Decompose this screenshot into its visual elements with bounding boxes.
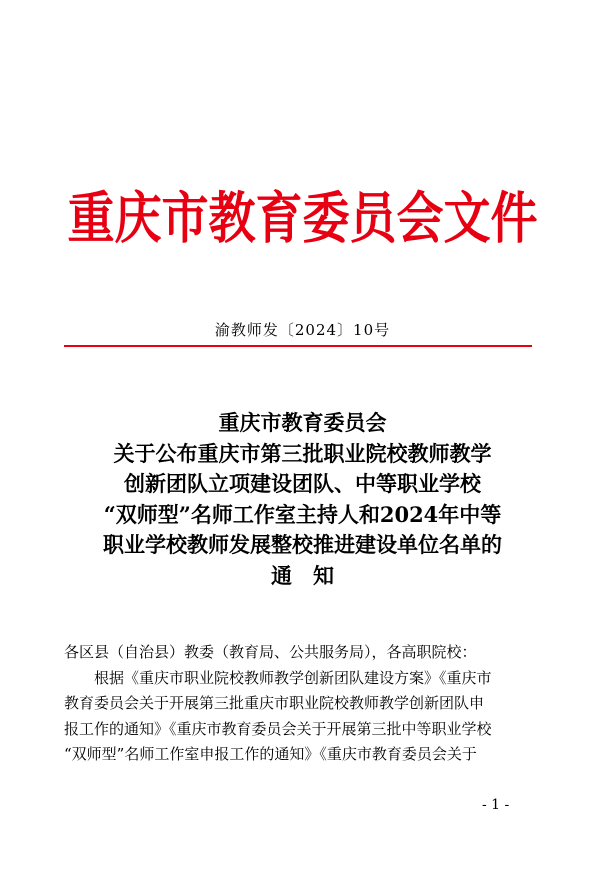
page-number: - 1 - — [482, 797, 510, 813]
title-line-4: “双师型”名师工作室主持人和2024年中等 — [103, 501, 502, 527]
title-line-3: 创新团队立项建设团队、中等职业学校 — [124, 471, 481, 496]
title-line-1: 重庆市教育委员会 — [218, 410, 387, 435]
body-line-3: 报工作的通知》《重庆市教育委员会关于开展第三批中等职业学校 — [64, 719, 492, 738]
document-number: 渝教师发〔2024〕10号 — [214, 321, 391, 339]
document-body — [64, 640, 540, 768]
masthead-title: 重庆市教育委员会文件 — [67, 186, 538, 252]
red-divider-line — [64, 345, 532, 347]
body-line-4: “双师型”名师工作室申报工作的通知》《重庆市教育委员会关于 — [64, 745, 477, 763]
title-line-6: 通 知 — [271, 562, 334, 588]
notice-title — [0, 408, 605, 591]
title-line-2: 关于公布重庆市第三批职业院校教师教学 — [113, 440, 492, 466]
addressee-line: 各区县（自治县）教委（教育局、公共服务局），各高职院校： — [64, 643, 477, 661]
body-line-2: 教育委员会关于开展第三批重庆市职业院校教师教学创新团队申 — [64, 694, 485, 712]
body-line-1: 根据《重庆市职业院校教师教学创新团队建设方案》《重庆市 — [94, 668, 492, 687]
title-line-5: 职业学校教师发展整校推进建设单位名单的 — [103, 532, 502, 557]
